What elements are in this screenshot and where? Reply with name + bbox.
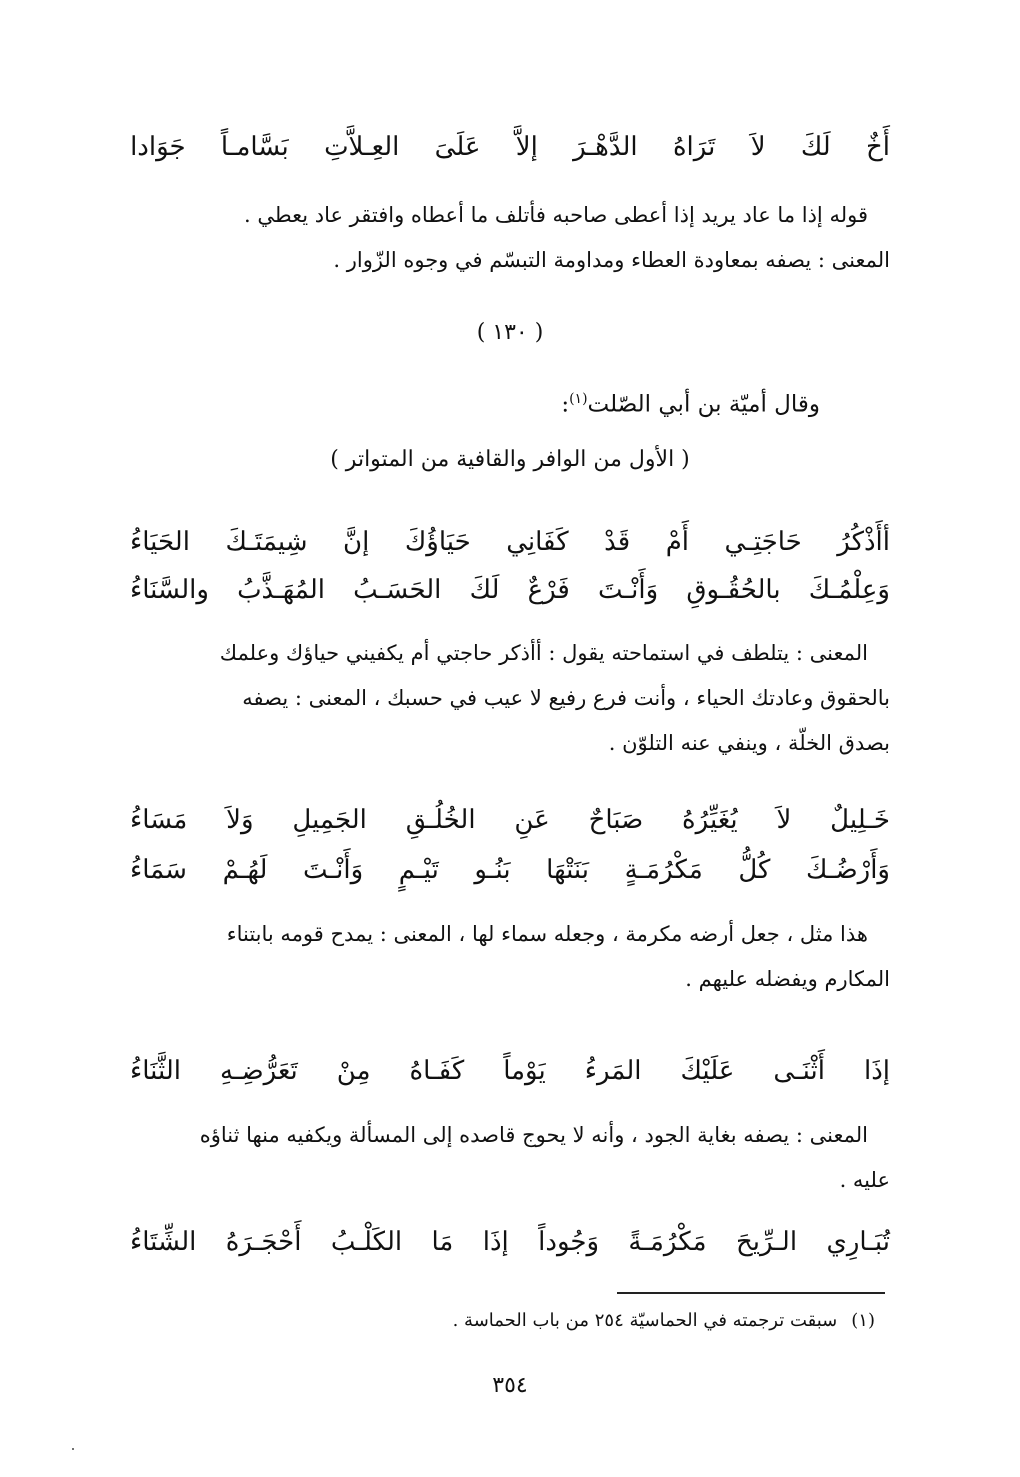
verse-word: لَكَ — [800, 132, 831, 162]
commentary-line: المعنى : يصفه بغاية الجود ، وأنه لا يحوج قاصده إلى المسألة ويكفيه منها ثناؤه — [199, 1123, 868, 1147]
verse-word: كُلُّ — [738, 855, 771, 885]
verse-word: بَسَّامـاً — [220, 132, 289, 162]
verse-word: يَوْماً — [503, 1056, 546, 1086]
verse-word: الجَمِيلِ — [292, 805, 367, 835]
verse-word: الحَيَاءُ — [130, 527, 190, 557]
verse-word: إلاَّ — [515, 132, 538, 162]
verse-word: لاَ — [750, 132, 766, 162]
verse-word: أَمْ — [665, 527, 690, 557]
verse-word: وَجُوداً — [538, 1227, 600, 1257]
verse-2-first-hemistich — [130, 800, 890, 840]
verse-word: المَرءُ — [584, 1056, 642, 1086]
commentary-1 — [130, 193, 890, 283]
verse-word: مَا — [431, 1227, 454, 1257]
meter-line: ( الأول من الوافر والقافية من المتواتر ) — [330, 447, 690, 472]
verse-word: الثَّنَاءُ — [130, 1056, 182, 1086]
intro-colon: : — [561, 391, 570, 418]
verse-word: أَحْجَـرَهُ — [225, 1227, 302, 1257]
verse-word: عَلَىَ — [434, 132, 481, 162]
verse-word: وَلاَ — [226, 805, 254, 835]
verse-word: الكَلْـبُ — [330, 1227, 403, 1257]
verse-word: عَنِ — [514, 805, 550, 835]
commentary-line: بصدق الخلّة ، وينفي عنه التلوّن . — [608, 731, 890, 755]
verse-word: العِـلاَّتِ — [324, 132, 400, 162]
verse-word: إذَا — [863, 1056, 890, 1086]
verse-word: عَلَيْكَ — [680, 1056, 735, 1086]
verse-word: بالحُقُـوقِ — [686, 575, 781, 605]
verse-word: إذَا — [482, 1227, 509, 1257]
footnote-ref: (١) — [569, 391, 588, 407]
commentary-line: المعنى : يتلطف في استماحته يقول : أأذكر حاجتي أم يكفيني حياؤك وعلمك — [219, 641, 868, 665]
verse-word: شِيمَتَـكَ — [225, 527, 308, 557]
footnote-divider — [617, 1292, 885, 1294]
commentary-line: عليه . — [839, 1168, 890, 1192]
commentary-line: المعنى : يصفه بمعاودة العطاء ومداومة التبسّم في وجوه الزّوار . — [333, 248, 890, 272]
verse-word: لَكَ — [469, 575, 500, 605]
verse-3 — [130, 1051, 890, 1091]
verse-word: بَنُـو — [474, 855, 511, 885]
verse-word: سَمَاءُ — [130, 855, 187, 885]
verse-word: الدَّهْـرَ — [573, 132, 638, 162]
verse-word: جَوَادا — [130, 132, 186, 162]
page-number: ٣٥٤ — [492, 1373, 528, 1398]
verse-word: تَيْـمٍ — [398, 855, 439, 885]
verse-word: الحَسَـبُ — [353, 575, 442, 605]
verse-word: كَفَانِي — [506, 527, 569, 557]
verse-word: صَبَاحٌ — [588, 805, 644, 835]
intro-text: وقال أميّة بن أبي الصّلت — [587, 391, 820, 418]
verse-2-second-hemistich — [130, 850, 890, 890]
scan-speck — [72, 1448, 74, 1450]
verse-word: والسَّنَاءُ — [130, 575, 209, 605]
verse-word: لَهُـمْ — [222, 855, 268, 885]
verse-1-second-hemistich — [130, 570, 890, 610]
poem-number: ( ١٣٠ ) — [476, 320, 544, 345]
verse-top — [130, 127, 890, 167]
verse-word: مَكْرُمَـةٍ — [624, 855, 703, 885]
verse-word: تُبَـارِي — [826, 1227, 890, 1257]
verse-word: بَنَتْهَا — [546, 855, 590, 885]
verse-word: وَأَنْـتَ — [303, 855, 364, 885]
verse-word: الخُلُـقِ — [405, 805, 476, 835]
commentary-line: قوله إذا ما عاد يريد إذا أعطى صاحبه فأتلف ما أعطاه وافتقر عاد يعطي . — [243, 203, 868, 227]
verse-word: أَثْنَـى — [773, 1056, 825, 1086]
verse-word: مَكْرُمَـةً — [628, 1227, 707, 1257]
verse-word: تَرَاهُ — [672, 132, 716, 162]
verse-word: المُهَـذَّبُ — [237, 575, 325, 605]
verse-word: حَاجَتِـي — [724, 527, 802, 557]
verse-word: أأَذْكُرُ — [837, 527, 890, 557]
footnote-number: (١) — [851, 1310, 875, 1331]
footnote-text: سبقت ترجمته في الحماسيّة ٢٥٤ من باب الحماسة . — [452, 1310, 838, 1331]
verse-word: فَرْعٌ — [527, 575, 570, 605]
commentary-line: هذا مثل ، جعل أرضه مكرمة ، وجعله سماء لها ، المعنى : يمدح قومه بابتناء — [226, 922, 868, 946]
commentary-3 — [130, 912, 890, 1002]
verse-word: تَعَرُّضِـهِ — [220, 1056, 298, 1086]
footnote — [453, 1306, 875, 1336]
commentary-line: المكارم ويفضله عليهم . — [685, 967, 890, 991]
verse-word: وَعِلْمُـكَ — [808, 575, 890, 605]
verse-word: خَـلِيلٌ — [830, 805, 890, 835]
commentary-2 — [130, 631, 890, 766]
verse-word: الـرِّيحَ — [735, 1227, 798, 1257]
verse-word: يُغَيِّرُهُ — [682, 805, 738, 835]
verse-word: أَخٌ — [865, 132, 890, 162]
verse-word: حَيَاؤُكَ — [404, 527, 471, 557]
verse-word: لاَ — [776, 805, 792, 835]
verse-word: قَدْ — [604, 527, 631, 557]
verse-1-first-hemistich — [130, 522, 890, 562]
verse-word: وَأَنْـتَ — [598, 575, 659, 605]
verse-4 — [130, 1222, 890, 1262]
verse-word: مَسَاءُ — [130, 805, 188, 835]
verse-word: مِنْ — [336, 1056, 371, 1086]
commentary-line: بالحقوق وعادتك الحياء ، وأنت فرع رفيع لا عيب في حسبك ، المعنى : يصفه — [242, 686, 890, 710]
verse-word: وَأَرْضُـكَ — [806, 855, 890, 885]
verse-word: الشِّتَاءُ — [130, 1227, 197, 1257]
poem-intro — [561, 379, 820, 425]
commentary-4 — [130, 1113, 890, 1203]
verse-word: إنَّ — [343, 527, 370, 557]
verse-word: كَفَـاهُ — [409, 1056, 465, 1086]
